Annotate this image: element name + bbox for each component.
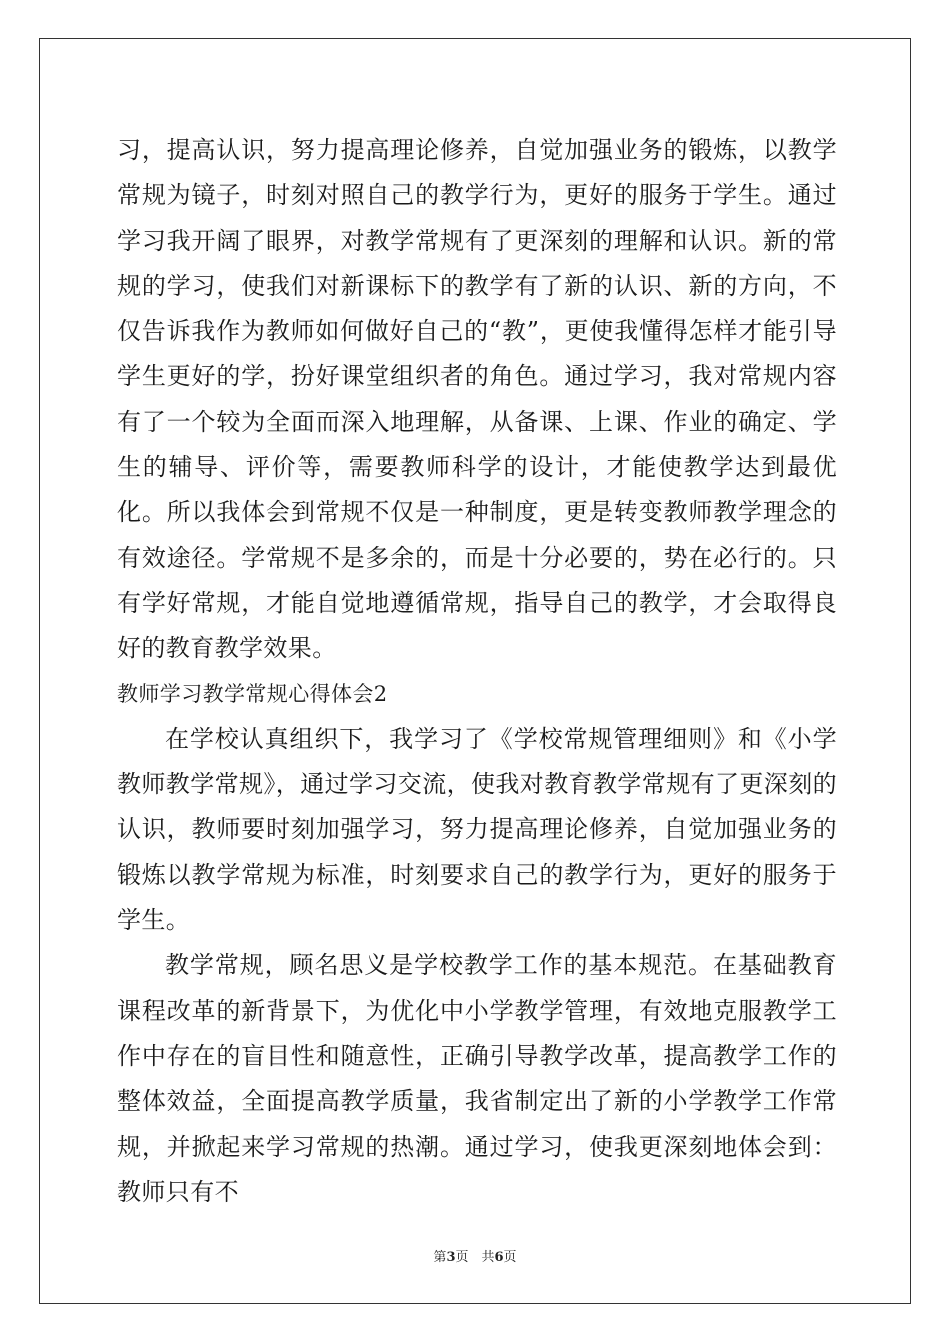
current-page-number: 3 <box>446 1250 456 1265</box>
footer-mid: 页 共 <box>455 1250 495 1265</box>
paragraph-continuation: 习，提高认识，努力提高理论修养，自觉加强业务的锻炼，以教学常规为镜子，时刻对照自己的教学行为，更好的服务于学生。通过学习我开阔了眼界，对教学常规有了更深刻的理解和认识。新的常规的学习，使我们对新课标下的教学有了新的认识、新的方向，不仅告诉我作为教师如何做好自己的“教”，更使我懂得怎样才能引导学生更好的学，扮好课堂组织者的角色。通过学习，我对常规内容有了一个较为全面而深入地理解，从备课、上课、作业的确定、学生的辅导、评价等，需要教师科学的设计，才能使教学达到最优化。所以我体会到常规不仅是一种制度，更是转变教师教学理念的有效途径。学常规不是多余的，而是十分必要的，势在必行的。只有学好常规，才能自觉地遵循常规，指导自己的教学，才会取得良好的教育教学效果。 <box>117 136 837 663</box>
footer-suffix: 页 <box>503 1250 517 1265</box>
total-pages-number: 6 <box>494 1250 504 1265</box>
paragraph-study-intro: 在学校认真组织下，我学习了《学校常规管理细则》和《小学教师教学常规》，通过学习交流，使我对教育教学常规有了更深刻的认识，教师要时刻加强学习，努力提高理论修养，自觉加强业务的锻炼以教学常规为标准，时刻要求自己的教学行为，更好的服务于学生。 <box>117 724 837 935</box>
section-heading: 教师学习教学常规心得体会2 <box>117 681 388 706</box>
paragraph-teaching-routine: 教学常规，顾名思义是学校教学工作的基本规范。在基础教育课程改革的新背景下，为优化中小学教学管理，有效地克服教学工作中存在的盲目性和随意性，正确引导教学改革，提高教学工作的整体效益，全面提高教学质量，我省制定出了新的小学教学工作常规，并掀起来学习常规的热潮。通过学习，使我更深刻地体会到：教师只有不 <box>117 951 837 1206</box>
footer-prefix: 第 <box>433 1250 447 1265</box>
page-number-footer <box>0 1246 950 1265</box>
document-body <box>117 128 837 1215</box>
